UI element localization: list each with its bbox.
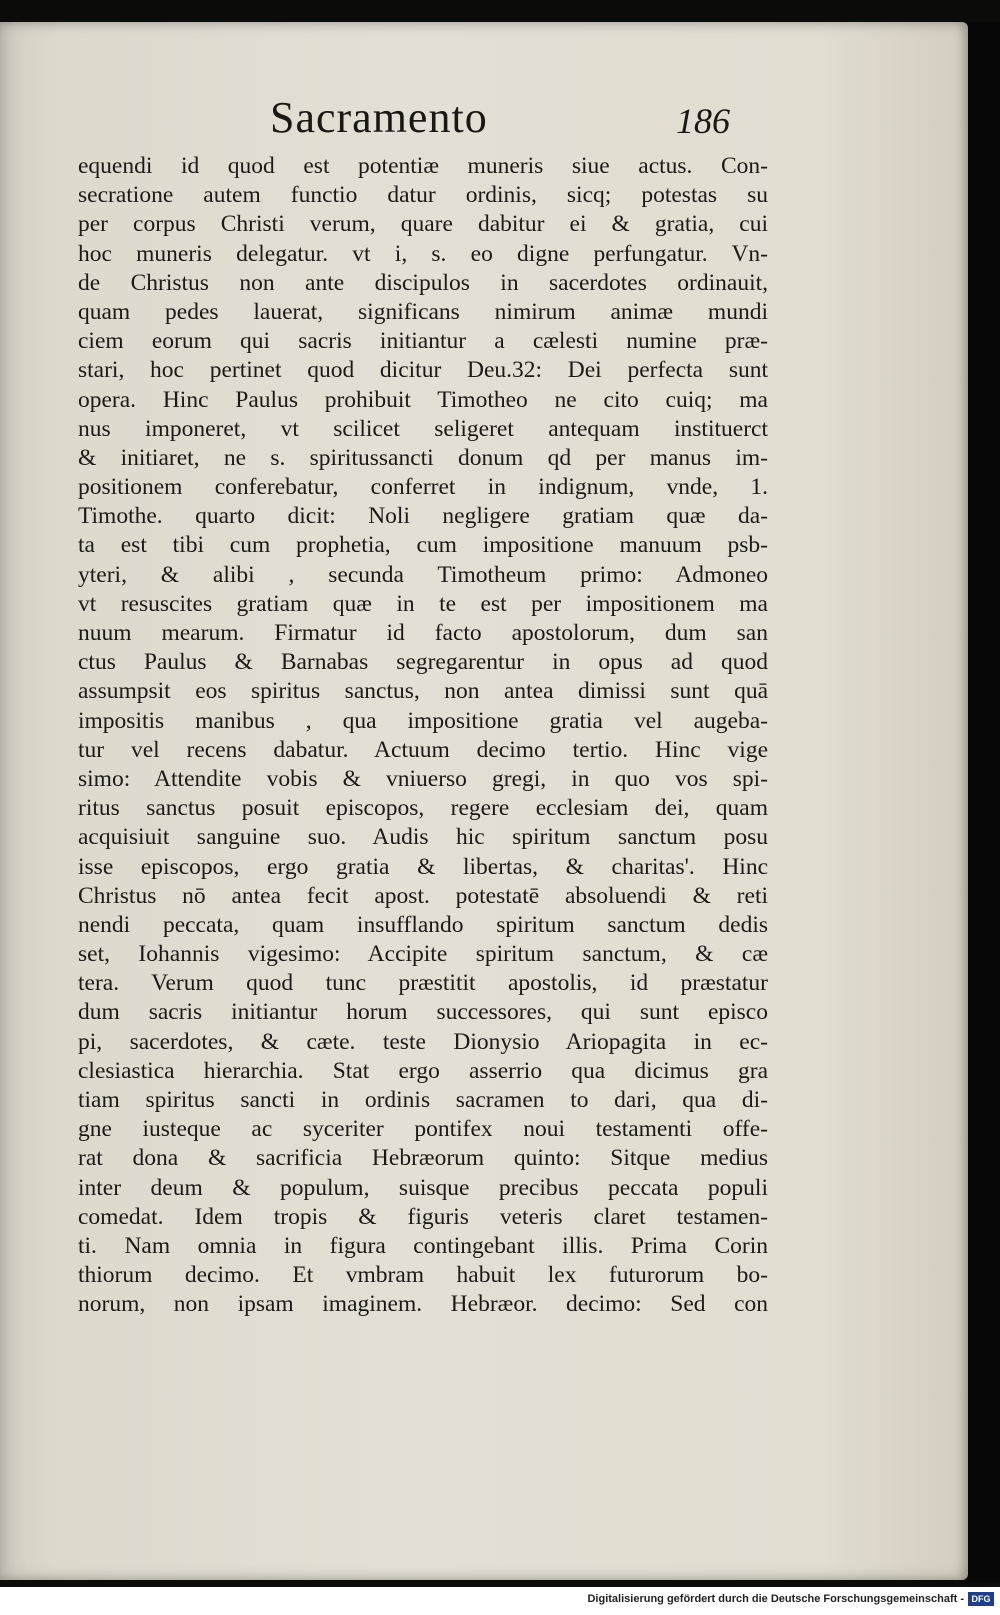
text-line: stari, hoc pertinet quod dicitur Deu.32: Dei perfecta sunt	[78, 357, 768, 384]
text-line: & initiaret, ne s. spiritussancti donum qd per manus im-	[78, 444, 768, 471]
text-line: pi, sacerdotes, & cæte. teste Dionysio Ariopagita in ec-	[78, 1028, 768, 1055]
text-line: nendi peccata, quam insufflando spiritum sanctum dedis	[78, 911, 768, 938]
text-line: impositis manibus , qua impositione gratia vel augeba-	[78, 707, 768, 734]
running-head: Sacramento	[270, 93, 488, 142]
text-line: assumpsit eos spiritus sanctus, non antea dimissi sunt quā	[78, 678, 768, 705]
text-line: vt resuscites gratiam quæ in te est per impositionem ma	[78, 590, 768, 617]
text-line: Timothe. quarto dicit: Noli negligere gratiam quæ da-	[78, 503, 768, 530]
text-line: ctus Paulus & Barnabas segregarentur in opus ad quod	[78, 649, 768, 676]
text-line: simo: Attendite vobis & vniuerso gregi, in quo vos spi-	[78, 765, 768, 792]
text-line: positionem conferebatur, conferret in indignum, vnde, 1.	[78, 474, 768, 501]
text-line: dum sacris initiantur horum successores, qui sunt episco	[78, 999, 768, 1026]
text-line: equendi id quod est potentiæ muneris siue actus. Con-	[78, 153, 768, 179]
text-line: tiam spiritus sancti in ordinis sacramen to dari, qua di-	[78, 1087, 768, 1113]
text-line: quam pedes lauerat, significans nimirum animæ mundi	[78, 298, 768, 325]
text-line: yteri, & alibi , secunda Timotheum primo: Admoneo	[78, 561, 768, 588]
text-line: ta est tibi cum prophetia, cum impositione manuum psb-	[78, 532, 768, 559]
text-line: set, Iohannis vigesimo: Accipite spiritum sanctum, & cæ	[78, 941, 768, 968]
text-line: per corpus Christi verum, quare dabitur ei & gratia, cui	[78, 211, 768, 238]
text-line: norum, non ipsam imaginem. Hebræor. decimo: Sed con	[78, 1291, 768, 1318]
scan-edge	[968, 22, 1000, 1582]
text-line: rat dona & sacrificia Hebræorum quinto: Sitque medius	[78, 1145, 768, 1172]
text-line: tur vel recens dabatur. Actuum decimo tertio. Hinc vige	[78, 736, 768, 763]
text-line: gne iusteque ac syceriter pontifex noui testamenti offe-	[78, 1116, 768, 1143]
text-line: ti. Nam omnia in figura contingebant illis. Prima Corin	[78, 1232, 768, 1259]
footer-credit: Digitalisierung gefördert durch die Deutsche Forschungsgemeinschaft -	[587, 1593, 964, 1605]
text-line: comedat. Idem tropis & figuris veteris claret testamen-	[78, 1203, 768, 1230]
text-line: inter deum & populum, suisque precibus peccata populi	[78, 1174, 768, 1201]
book-page	[0, 22, 968, 1580]
text-line: tera. Verum quod tunc præstitit apostolis, id præstatur	[78, 970, 768, 997]
dfg-logo: DFG	[968, 1592, 994, 1606]
text-line: nus imponeret, vt scilicet seligeret antequam instituerct	[78, 415, 768, 442]
text-line: Christus nō antea fecit apost. potestatē absoluendi & reti	[78, 882, 768, 909]
text-line: acquisiuit sanguine suo. Audis hic spiritum sanctum posu	[78, 824, 768, 851]
text-line: opera. Hinc Paulus prohibuit Timotheo ne cito cuiq; ma	[78, 386, 768, 413]
text-line: secratione autem functio datur ordinis, sicq; potestas su	[78, 182, 768, 209]
text-line: clesiastica hierarchia. Stat ergo asserrio qua dicimus gra	[78, 1057, 768, 1084]
text-line: thiorum decimo. Et vmbram habuit lex futurorum bo-	[78, 1262, 768, 1289]
text-line: nuum mearum. Firmatur id facto apostolorum, dum san	[78, 620, 768, 646]
text-line: hoc muneris delegatur. vt i, s. eo digne perfungatur. Vn-	[78, 240, 768, 267]
page-header	[0, 82, 968, 152]
text-line: ritus sanctus posuit episcopos, regere ecclesiam dei, quam	[78, 795, 768, 822]
text-line: isse episcopos, ergo gratia & libertas, & charitas'. Hinc	[78, 853, 768, 880]
text-line: ciem eorum qui sacris initiantur a cælesti numine præ-	[78, 328, 768, 355]
text-line: de Christus non ante discipulos in sacerdotes ordinauit,	[78, 269, 768, 296]
page-number: 186	[676, 101, 730, 141]
footer-bar	[0, 1587, 1000, 1615]
body-text	[78, 152, 768, 1320]
